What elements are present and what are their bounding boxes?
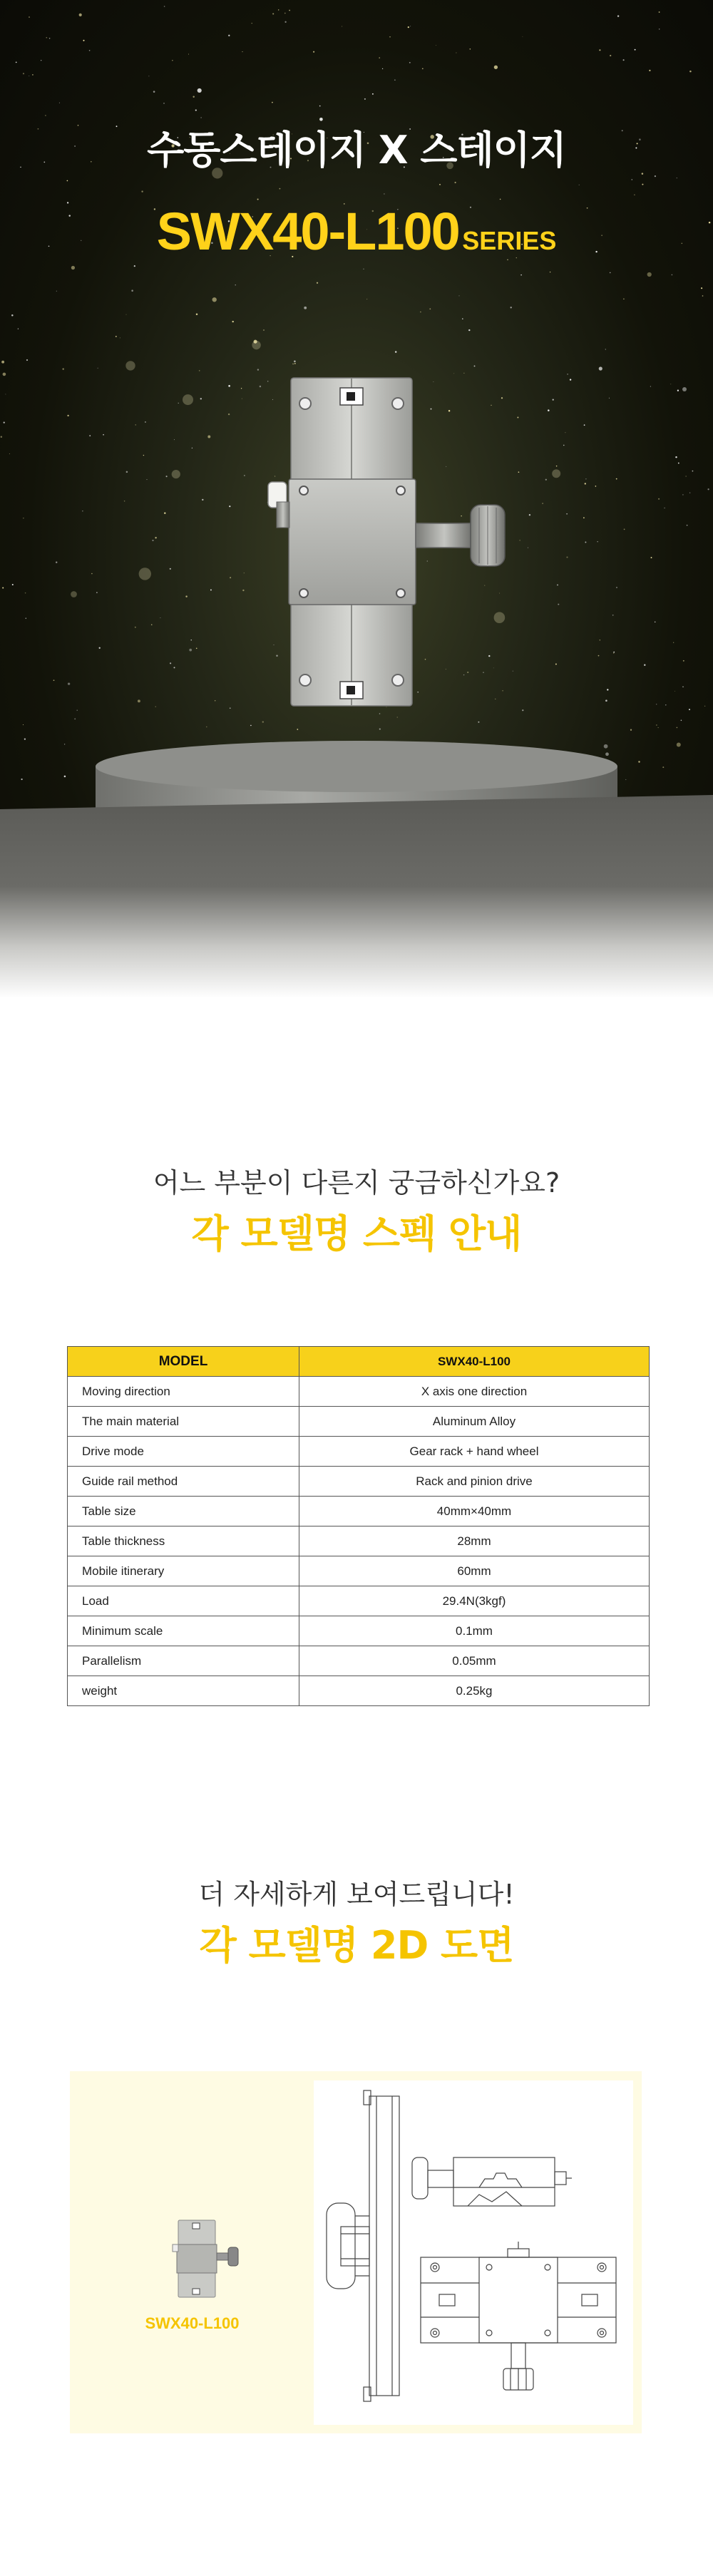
star (672, 274, 673, 276)
star (174, 439, 175, 440)
star (395, 351, 396, 352)
star (408, 26, 409, 28)
star (67, 180, 68, 182)
table-row (68, 1467, 650, 1497)
star-glow (139, 568, 151, 580)
star (613, 652, 615, 654)
star (702, 295, 704, 297)
spec-key: Moving direction (68, 1377, 299, 1407)
table-row (68, 1437, 650, 1467)
star (79, 14, 82, 16)
table-row (68, 1616, 650, 1646)
star (284, 13, 286, 14)
star-glow (183, 394, 193, 405)
star (257, 199, 259, 200)
star (317, 282, 318, 284)
star (24, 738, 26, 739)
spec-value: 40mm×40mm (299, 1497, 650, 1526)
star (658, 727, 659, 728)
star (557, 584, 558, 585)
star (91, 573, 93, 575)
table-row (68, 1676, 650, 1706)
spec-key: The main material (68, 1407, 299, 1437)
star (23, 73, 24, 74)
star (651, 557, 652, 558)
star (610, 55, 611, 56)
table-row (68, 1377, 650, 1407)
star (71, 266, 75, 270)
star (624, 529, 625, 530)
star (146, 479, 147, 480)
star (364, 98, 366, 100)
star (372, 93, 374, 95)
star (170, 568, 171, 570)
star (297, 729, 298, 730)
star (212, 297, 217, 302)
star (612, 615, 614, 616)
star (468, 329, 470, 331)
star (143, 455, 144, 456)
star (701, 287, 702, 289)
star (363, 269, 364, 270)
star (228, 385, 230, 387)
star (683, 660, 684, 662)
star (529, 514, 530, 515)
star (634, 195, 635, 196)
star (151, 624, 153, 625)
star (56, 561, 57, 563)
star (26, 359, 28, 361)
star (178, 403, 179, 404)
star (647, 272, 652, 277)
star (200, 398, 202, 399)
star (379, 57, 380, 58)
star (67, 415, 68, 416)
star (682, 494, 684, 496)
star (655, 175, 656, 177)
star-glow (252, 341, 260, 349)
star (659, 11, 660, 13)
star (566, 557, 568, 558)
star (74, 718, 76, 719)
star (250, 725, 251, 726)
star (83, 40, 84, 41)
star (597, 541, 598, 542)
star (420, 312, 421, 313)
star (665, 704, 666, 705)
star (598, 655, 600, 657)
star (155, 706, 156, 707)
star (394, 79, 396, 81)
star (422, 68, 424, 69)
star (662, 766, 664, 768)
hero-model-suffix: SERIES (462, 226, 557, 255)
table-row (68, 1526, 650, 1556)
star (241, 388, 242, 389)
star (12, 584, 14, 585)
star (242, 590, 244, 591)
star (605, 699, 607, 702)
spec-header-label: MODEL (68, 1347, 299, 1377)
star (638, 761, 640, 762)
star (18, 328, 19, 329)
star (145, 421, 146, 423)
spec-value: X axis one direction (299, 1377, 650, 1407)
star (279, 188, 281, 190)
star (566, 513, 568, 515)
star (455, 182, 456, 183)
star (470, 48, 471, 50)
star (124, 501, 125, 502)
star-glow (71, 591, 77, 597)
star (199, 370, 200, 371)
star (25, 592, 26, 594)
spec-table-header (68, 1347, 650, 1377)
star (116, 336, 117, 337)
star (556, 466, 558, 467)
table-row (68, 1556, 650, 1586)
star (689, 71, 692, 73)
star (138, 699, 140, 702)
star (494, 66, 498, 69)
rocky-ground (0, 795, 713, 998)
star (4, 422, 5, 424)
star (189, 649, 192, 652)
star (188, 54, 189, 55)
star (135, 627, 136, 628)
star (707, 488, 709, 490)
star (198, 88, 202, 93)
star (11, 314, 14, 317)
star (89, 435, 91, 436)
star (89, 50, 91, 51)
star (545, 479, 547, 481)
star (689, 492, 690, 493)
star (228, 35, 230, 36)
star (382, 68, 383, 69)
star (62, 368, 63, 369)
star (244, 475, 245, 476)
star (68, 682, 70, 684)
star (242, 51, 243, 52)
star (617, 15, 619, 16)
star (616, 478, 617, 480)
spec-value: 29.4N(3kgf) (299, 1586, 650, 1616)
star (692, 471, 694, 472)
star (678, 463, 679, 464)
hero-model-main: SWX40-L100 (156, 202, 459, 261)
spec-key: Mobile itinerary (68, 1556, 299, 1586)
star (478, 722, 479, 723)
star (439, 184, 441, 185)
star (278, 9, 279, 10)
star (193, 96, 194, 98)
spec-value: 0.05mm (299, 1646, 650, 1676)
star (235, 284, 236, 285)
star (1, 361, 4, 364)
spec-question: 어느 부분이 다른지 궁금하신가요? (153, 1167, 560, 1199)
star (553, 399, 554, 400)
spec-key: weight (68, 1676, 299, 1706)
star (103, 434, 104, 436)
star (658, 498, 660, 500)
star (228, 414, 230, 415)
star (230, 577, 231, 578)
star (53, 679, 55, 681)
star (459, 295, 460, 296)
star (675, 456, 677, 458)
star (164, 6, 165, 7)
thumbnail-model-label: SWX40-L100 (145, 2314, 240, 2332)
star (689, 709, 690, 710)
star (585, 483, 586, 484)
star (3, 373, 6, 376)
star (585, 542, 586, 543)
star (555, 663, 557, 664)
drawing-question: 더 자세하게 보여드립니다! (198, 1879, 515, 1910)
star (389, 36, 390, 37)
star (563, 445, 564, 446)
star (313, 51, 314, 53)
star (96, 592, 98, 593)
table-row (68, 1586, 650, 1616)
star (262, 721, 264, 722)
star (520, 274, 522, 276)
star (613, 652, 615, 653)
star (21, 779, 22, 780)
spec-key: Table thickness (68, 1526, 299, 1556)
spec-value: 60mm (299, 1556, 650, 1586)
star (429, 308, 431, 309)
star (77, 710, 78, 711)
table-row (68, 1407, 650, 1437)
star (166, 476, 168, 477)
spec-key: Guide rail method (68, 1467, 299, 1497)
star (202, 499, 203, 501)
star (687, 525, 688, 526)
star (319, 106, 321, 107)
spec-value: 0.1mm (299, 1616, 650, 1646)
star (134, 265, 135, 267)
star (656, 724, 657, 725)
star (610, 272, 611, 274)
star (511, 307, 512, 308)
star (304, 307, 307, 309)
x-stage-product-image (257, 362, 528, 719)
product-thumbnail-image (168, 2217, 247, 2300)
star (635, 49, 636, 51)
star (45, 115, 46, 116)
star (29, 16, 30, 18)
star (583, 517, 585, 518)
star (522, 36, 523, 37)
star (172, 60, 173, 61)
table-row (68, 1497, 650, 1526)
hero-model-name (0, 201, 713, 262)
drawing-title: 각 모델명 2D 도면 (199, 1923, 514, 1968)
star (644, 664, 645, 666)
star (56, 291, 57, 292)
star (229, 506, 230, 507)
star (64, 776, 66, 778)
spec-value: 28mm (299, 1526, 650, 1556)
spec-key: Table size (68, 1497, 299, 1526)
star (681, 720, 682, 722)
star (649, 70, 650, 71)
spec-value: Rack and pinion drive (299, 1467, 650, 1497)
star (585, 478, 586, 479)
star (196, 314, 198, 316)
star (599, 366, 602, 370)
star (185, 595, 187, 597)
spec-value: 0.25kg (299, 1676, 650, 1706)
star (1, 436, 2, 438)
star (558, 604, 559, 605)
star (32, 74, 34, 76)
star (46, 37, 47, 39)
spec-key: Drive mode (68, 1437, 299, 1467)
spec-value: Gear rack + hand wheel (299, 1437, 650, 1467)
star (82, 510, 83, 511)
star (409, 62, 411, 63)
star (570, 379, 571, 380)
star (673, 642, 674, 643)
star (263, 329, 264, 330)
star (16, 62, 17, 63)
star (155, 537, 156, 538)
star (642, 184, 643, 185)
star (99, 647, 101, 649)
star (379, 729, 381, 730)
star (623, 298, 625, 299)
star (595, 486, 597, 487)
spec-key: Load (68, 1586, 299, 1616)
star (163, 103, 165, 104)
star (289, 10, 290, 11)
star (152, 540, 153, 541)
star (164, 512, 165, 513)
hero-title: 수동스테이지 X 스테이지 (147, 128, 566, 173)
star (196, 647, 198, 649)
star (135, 424, 136, 425)
star (677, 390, 679, 391)
star (126, 314, 127, 315)
star (2, 587, 4, 588)
star (584, 424, 585, 426)
hero-banner (0, 0, 713, 998)
star (500, 199, 501, 200)
star (704, 706, 705, 707)
star (625, 779, 626, 780)
spec-table (67, 1346, 650, 1706)
star (23, 724, 24, 725)
star (674, 691, 675, 692)
star (232, 321, 234, 322)
star (200, 117, 201, 118)
star (272, 13, 274, 14)
star-glow (125, 361, 135, 370)
star (284, 21, 286, 23)
star (677, 727, 678, 729)
star (210, 589, 212, 590)
spec-key: Minimum scale (68, 1616, 299, 1646)
star (49, 38, 51, 39)
table-row (68, 1646, 650, 1676)
star (630, 729, 632, 731)
star (173, 667, 175, 668)
spec-title: 각 모델명 스펙 안내 (191, 1211, 522, 1256)
star (548, 409, 550, 411)
star (650, 386, 651, 387)
star (153, 91, 155, 93)
star-glow (552, 469, 560, 478)
star (195, 110, 197, 111)
star (623, 59, 625, 61)
star-glow (172, 470, 180, 478)
star (599, 49, 600, 51)
technical-2d-drawing (314, 2080, 633, 2425)
star (609, 398, 610, 399)
star (607, 689, 608, 690)
star (141, 190, 143, 192)
star (9, 453, 10, 454)
spec-value: Aluminum Alloy (299, 1407, 650, 1437)
spec-key: Parallelism (68, 1646, 299, 1676)
star (126, 471, 128, 473)
star (682, 387, 687, 391)
star (631, 179, 632, 180)
star (272, 102, 273, 103)
spec-header-model: SWX40-L100 (299, 1347, 650, 1377)
star (230, 707, 231, 709)
star (170, 662, 171, 664)
star (677, 743, 681, 747)
star (207, 436, 210, 438)
star (131, 289, 133, 292)
star (462, 318, 463, 319)
